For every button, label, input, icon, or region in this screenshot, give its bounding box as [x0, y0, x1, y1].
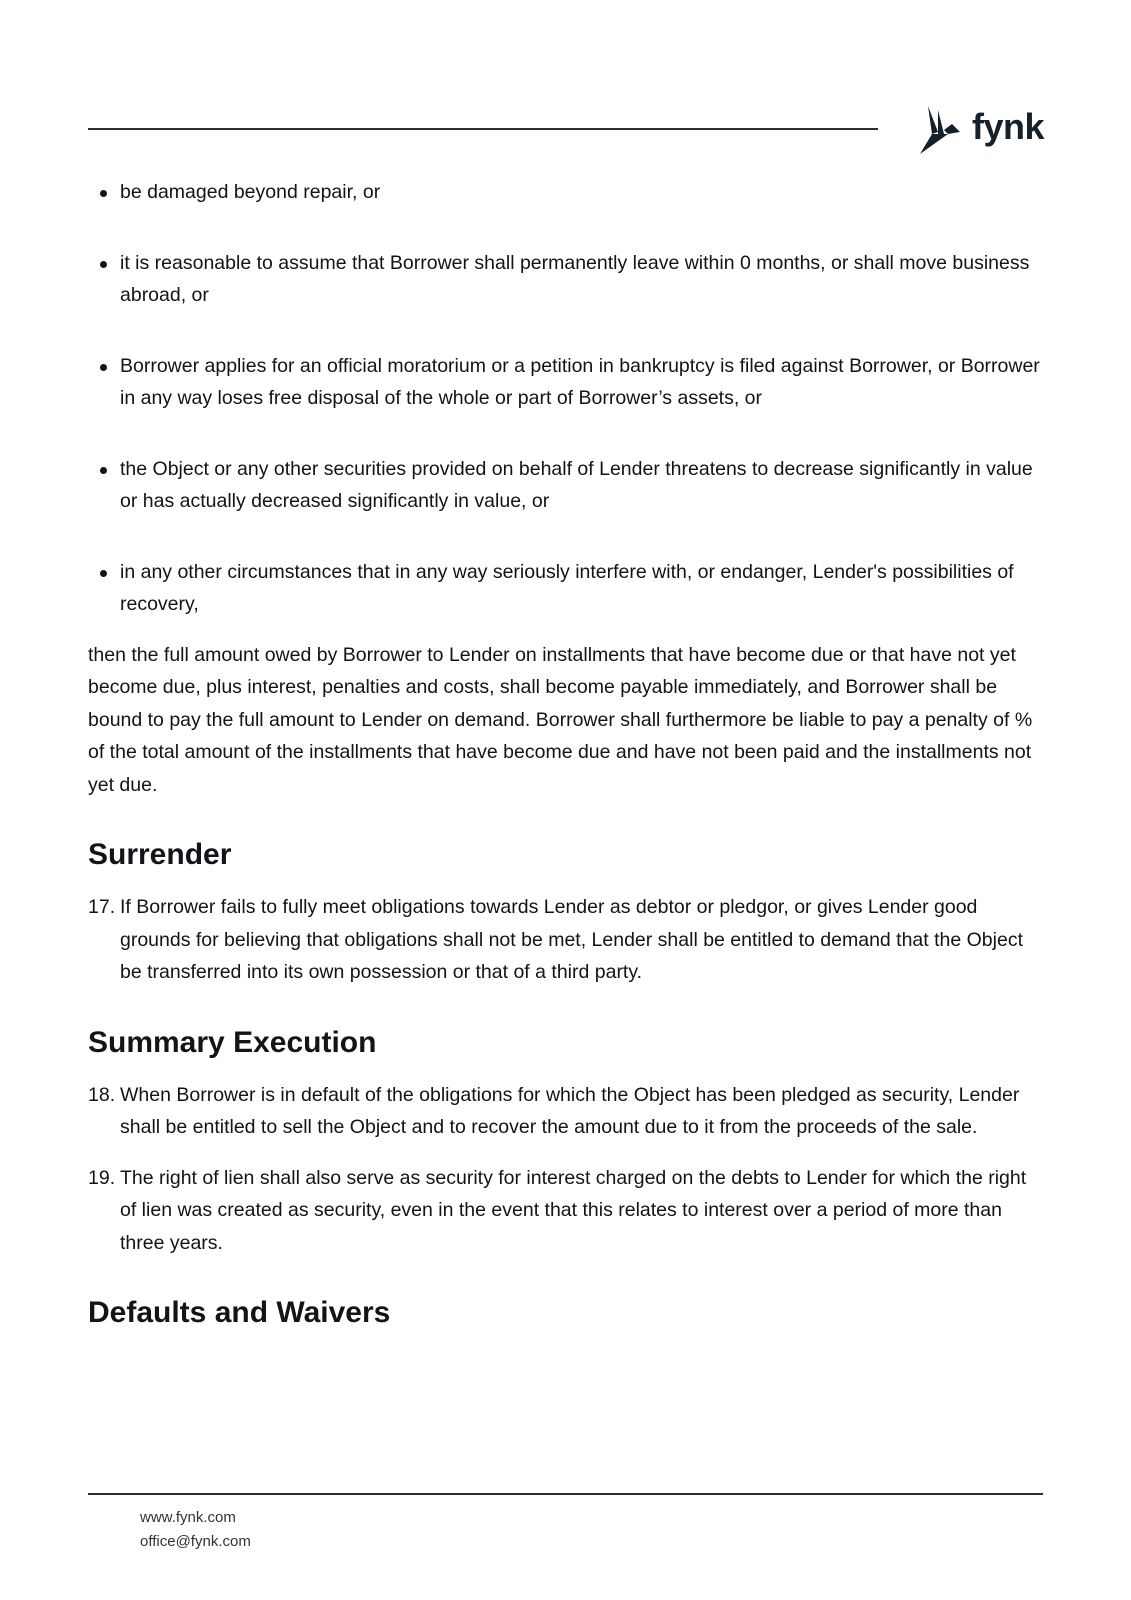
footer: [140, 1506, 251, 1554]
heading-defaults-waivers: Defaults and Waivers: [88, 1296, 391, 1329]
bullet-item: the Object or any other securities provided on behalf of Lender threatens to decrease significantly in value or has actually decreased significantly in value, or: [88, 453, 1043, 518]
clause-19: [88, 1162, 1043, 1260]
footer-divider: [88, 1493, 1043, 1495]
clause-text: When Borrower is in default of the obligations for which the Object has been pledged as security, Lender shall be entitled to sell the Object and to recover the amount due to it from the proceeds of the sale.: [120, 1083, 1020, 1138]
heading-surrender: Surrender: [88, 838, 232, 871]
clause-number: 19.: [88, 1166, 116, 1189]
bullet-item: it is reasonable to assume that Borrower shall permanently leave within 0 months, or shall move business abroad, or: [88, 247, 1043, 312]
bullet-item: be damaged beyond repair, or: [88, 176, 1043, 209]
clause-text: The right of lien shall also serve as security for interest charged on the debts to Lender for which the right of lien was created as security, even in the event that this relates to interest over a period of more than three years.: [120, 1166, 1027, 1254]
acceleration-paragraph: then the full amount owed by Borrower to Lender on installments that have become due or that have not yet become due, plus interest, penalties and costs, shall become payable immediately, and Borrower shall be bound to pay the full amount to Lender on demand. Borrower shall furthermore be liable to pay a penalty of % of the total amount of the installments that have become due and have not been paid and the installments not yet due.: [88, 643, 1033, 796]
logo-text: fynk: [972, 106, 1045, 147]
document-body: [88, 176, 1043, 1333]
clause-18: [88, 1079, 1043, 1144]
bullet-item: in any other circumstances that in any way seriously interfere with, or endanger, Lender's possibilities of recovery,: [88, 556, 1043, 621]
bird-origami-icon: [918, 104, 966, 156]
clause-number: 17.: [88, 896, 116, 918]
fynk-logo: [918, 104, 1044, 156]
heading-summary-execution: Summary Execution: [88, 1025, 377, 1059]
clause-number: 18.: [88, 1083, 116, 1106]
footer-website-link[interactable]: www.fynk.com: [140, 1509, 236, 1526]
bullet-item: Borrower applies for an official moratorium or a petition in bankruptcy is filed against Borrower, or Borrower in any way loses free disposal of the whole or part of Borrower’s assets, or: [88, 350, 1043, 415]
clause-text: If Borrower fails to fully meet obligations towards Lender as debtor or pledgor, or gives Lender good grounds for believing that obligations shall not be met, Lender shall be entitled to demand that the Object be transferred into its own possession or that of a third party.: [120, 896, 1023, 983]
clause-17: [88, 891, 1043, 989]
footer-email-link[interactable]: office@fynk.com: [140, 1533, 251, 1550]
header-divider: [88, 128, 878, 130]
